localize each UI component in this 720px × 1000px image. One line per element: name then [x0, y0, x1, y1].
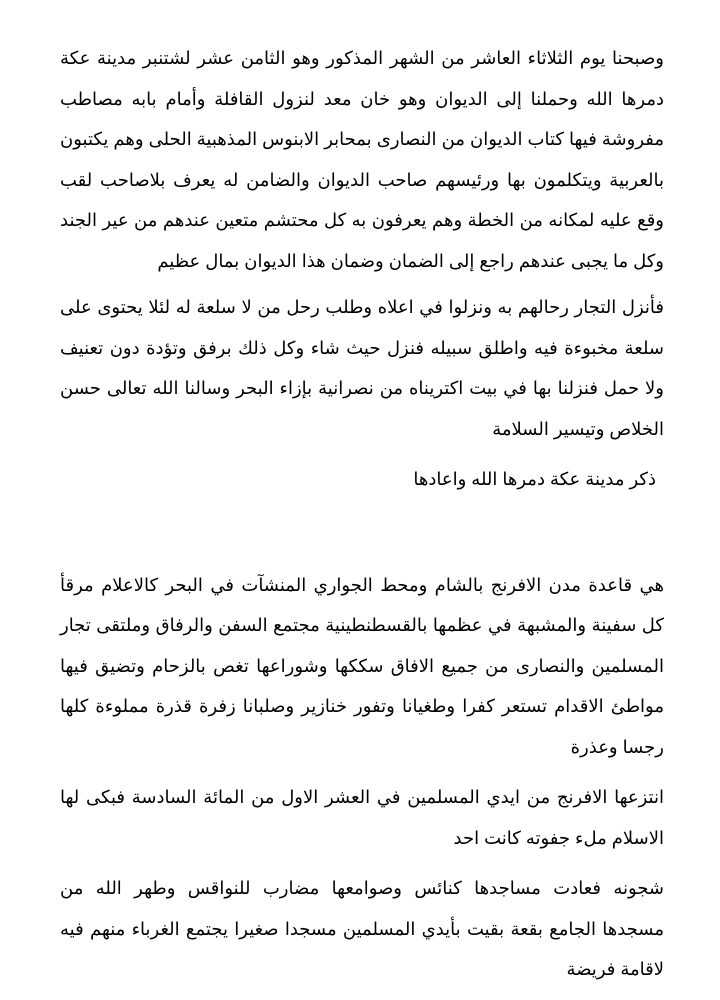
paragraph: فأنزل التجار رحالهم به ونزلوا في اعلاه وطلب رحل من لا سلعة له لئلا يحتوى على سلعة مخبوءة فيه واطلق سبيله فنزل حيث شاء وكل ذلك برفق وتؤدة دون تعنيف ولا حمل فنزلنا بها في بيت اكتريناه من نصرانية بإزاء البحر وسالنا الله تعالى حسن الخلاص وتيسير السلامة — [60, 297, 664, 439]
paragraph: وصبحنا يوم الثلاثاء العاشر من الشهر المذكور وهو الثامن عشر لشتنبر مدينة عكة دمرها الله وحملنا إلى الديوان وهو خان معد لنزول القافلة وأمام بابه مصاطب مفروشة فيها كتاب الديوان من النصارى بمحابر الابنوس المذهبية الحلى وهم يكتبون بالعربية ويتكلمون بها ورئيسهم صاحب الديوان والضامن له يعرف بلاصاحب لقب وقع عليه لمكانه من الخطة وهم يعرفون به كل محتشم متعين عندهم من عير الجند وكل ما يجبى عندهم راجع إلى الضمان وضمان هذا الديوان بمال عظيم — [60, 48, 664, 271]
document-page — [60, 38, 664, 990]
section-heading: ذكر مدينة عكة دمرها الله واعادها — [413, 469, 656, 489]
paragraph: شجونه فعادت مساجدها كنائس وصوامعها مضارب للنواقس وطهر الله من مسجدها الجامع بقعة بقيت بأيدي المسلمين مسجدا صغيرا يجتمع الغرباء منهم فيه لاقامة فريضة — [60, 878, 664, 979]
paragraph: انتزعها الافرنج من ايدي المسلمين في العشر الاول من المائة السادسة فبكى لها الاسلام ملء جفوته كانت احد — [60, 787, 664, 848]
paragraph: هي قاعدة مدن الافرنج بالشام ومحط الجواري المنشآت في البحر كالاعلام مرقأ كل سفينة والمشبهة في عظمها بالقسطنطينية مجتمع السفن والرفاق وملتقى تجار المسلمين والنصارى من جميع الافاق سككها وشوراعها تغص بالزحام وتضيق فيها مواطئ الاقدام تستعر كفرا وطغيانا وتفور خنازير وصلبانا زفرة قذرة مملوءة كلها رجسا وعذرة — [60, 574, 664, 757]
